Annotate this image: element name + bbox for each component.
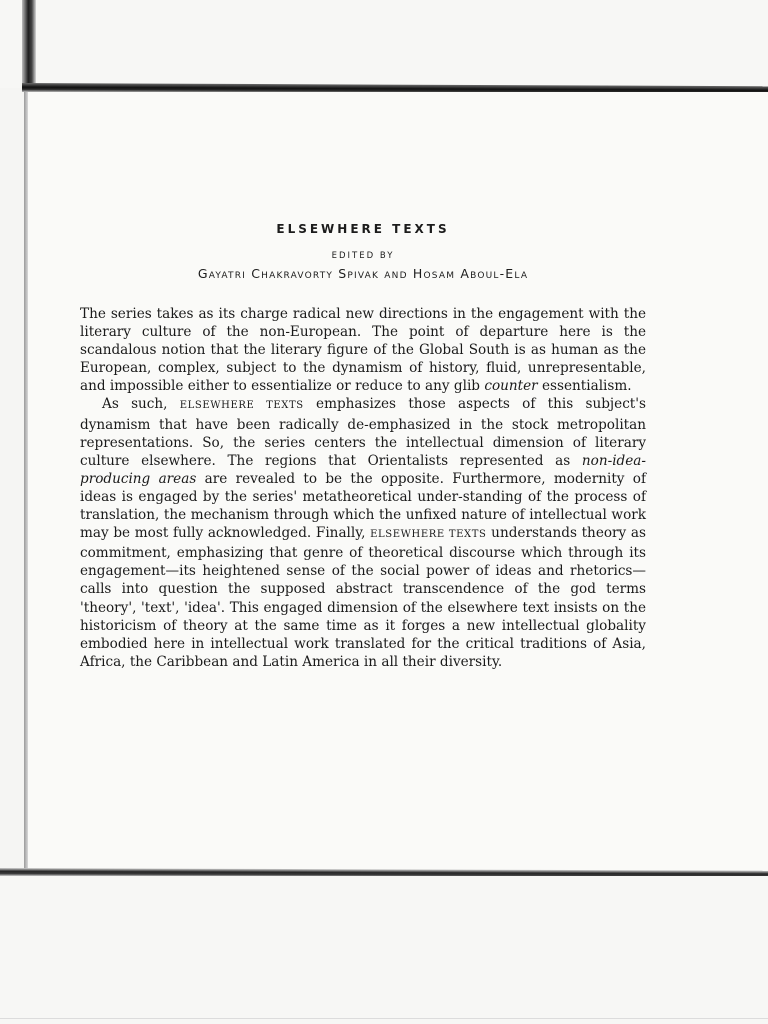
paragraph-1 <box>80 305 646 395</box>
upper-sheet <box>0 0 768 88</box>
lower-sheet <box>0 876 768 1024</box>
edited-by-label: EDITED BY <box>331 251 395 261</box>
editors-line: Gayatri Chakravorty Spivak and Hosam Aboul-Ela <box>197 266 529 281</box>
paragraph-1-text-a: The series takes as its charge radical new directions in the engagement with the literary culture of the non-European. The point of departure here is the scandalous notion that the literary figure of the Global South is as human as the European, complex, subject to the dynamism of history, fluid, unrepresentable, and impossible either to essentialize or reduce to any glib <box>80 306 646 395</box>
series-name-smallcaps-2: ELSEWHERE TEXTS <box>370 529 487 541</box>
paragraph-2-text-c: are revealed to be the opposite. Furthermore, modernity of ideas is engaged by the series' metatheoretical under-standing of the process of translation, the mechanism through which the unfixed nature of intellectual work may be most fully acknowledged. Finally, <box>80 470 647 542</box>
paragraph-1-text-b: essentialism. <box>537 378 632 395</box>
series-description <box>80 305 646 671</box>
paragraph-2-italic: non-idea-producing areas <box>80 452 646 487</box>
lower-scan-line <box>0 1018 768 1019</box>
paragraph-2 <box>80 395 646 670</box>
binding-edge <box>22 0 36 92</box>
series-name-smallcaps: ELSEWHERE TEXTS <box>179 400 304 412</box>
paragraph-2-text-b: emphasizes those aspects of this subject's dynamism that have been radically de-emphasized in the stock metropolitan representations. So, the series centers the intellectual dimension of literary culture elsewhere. The regions that Orientalists represented as <box>80 396 646 469</box>
paragraph-2-text-a: As such, <box>102 396 180 413</box>
paragraph-1-italic: counter <box>484 378 538 395</box>
paragraph-2-text-d: understands theory as commitment, emphasizing that genre of theoretical discourse which through its engagement—its heightened sense of the social power of ideas and rhetorics—calls into question the supposed abstract transcendence of the god terms 'theory', 'text', 'idea'. This engaged dimension of the elsewhere text insists on the historicism of theory at the same time as it forges a new intellectual globality embodied here in intellectual work translated for the critical traditions of Asia, Africa, the Caribbean and Latin America in all their diversity. <box>80 525 646 670</box>
series-title: ELSEWHERE TEXTS <box>276 222 450 236</box>
